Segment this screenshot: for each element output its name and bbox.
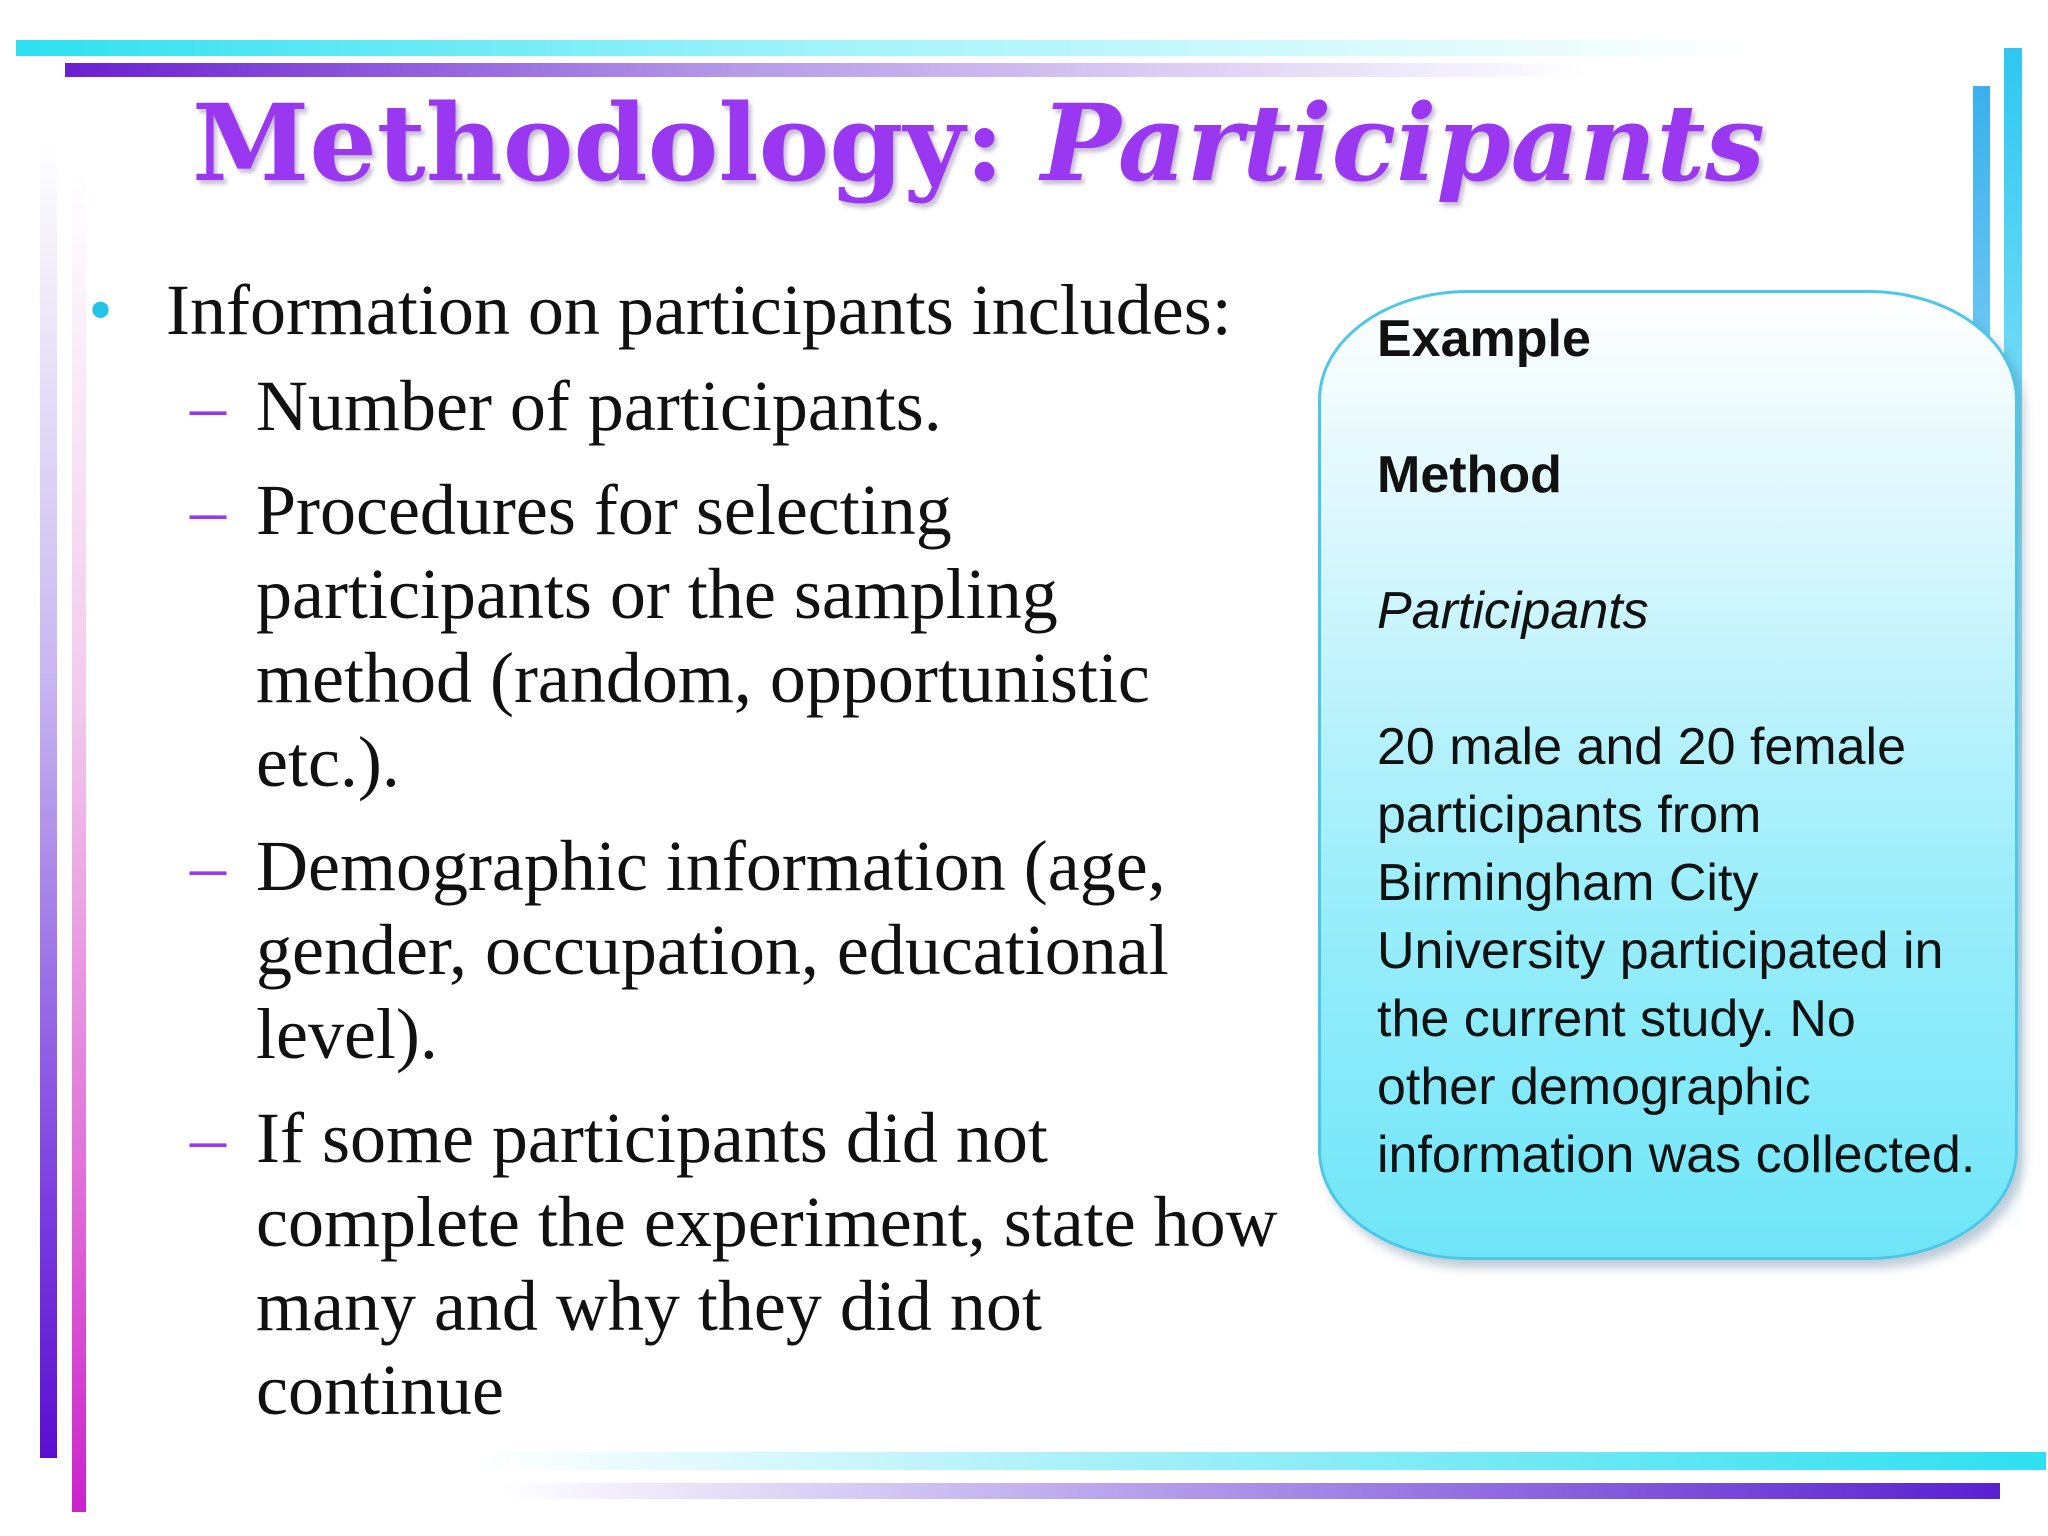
example-callout-box bbox=[1318, 290, 2018, 1260]
example-body-text: 20 male and 20 female participants from Birmingham City University participated in the current study. No other demographic information was collected. bbox=[1377, 718, 1976, 1184]
dash-marker: – bbox=[190, 1098, 226, 1178]
dash-marker: – bbox=[190, 470, 226, 550]
example-heading: Example bbox=[1377, 310, 1591, 368]
slide-title bbox=[192, 78, 1765, 208]
slide-title-italic: Participants bbox=[1041, 80, 1765, 205]
bullet-item bbox=[90, 268, 1280, 352]
bullet-marker: • bbox=[90, 276, 112, 343]
frame-bar-bottom-inner bbox=[500, 1483, 2000, 1499]
sub-item bbox=[90, 824, 1280, 1076]
slide-title-main: Methodology: bbox=[192, 80, 1005, 205]
sub-item-text: Procedures for selecting participants or the sampling method (random, opportunistic etc.). bbox=[256, 470, 1150, 802]
example-subsection-heading: Participants bbox=[1377, 582, 1649, 640]
dash-marker: – bbox=[190, 366, 226, 446]
frame-bar-top-inner bbox=[65, 63, 1755, 77]
frame-bar-bottom-outer bbox=[480, 1452, 2046, 1470]
example-section-heading: Method bbox=[1377, 446, 1562, 504]
sub-item bbox=[90, 364, 1280, 448]
frame-bar-left-inner bbox=[72, 170, 86, 1512]
sub-item bbox=[90, 1096, 1280, 1432]
frame-bar-left-outer bbox=[40, 140, 57, 1458]
dash-marker: – bbox=[190, 826, 226, 906]
sub-item bbox=[90, 468, 1280, 804]
sub-item-text: Number of participants. bbox=[256, 366, 942, 446]
bullet-text: Information on participants includes: bbox=[166, 270, 1232, 350]
slide-content bbox=[90, 268, 1280, 1452]
sub-item-text: Demographic information (age, gender, occupation, educational level). bbox=[256, 826, 1169, 1074]
frame-bar-top-outer bbox=[16, 40, 1756, 56]
sub-item-text: If some participants did not complete the experiment, state how many and why they did not continue bbox=[256, 1098, 1278, 1430]
